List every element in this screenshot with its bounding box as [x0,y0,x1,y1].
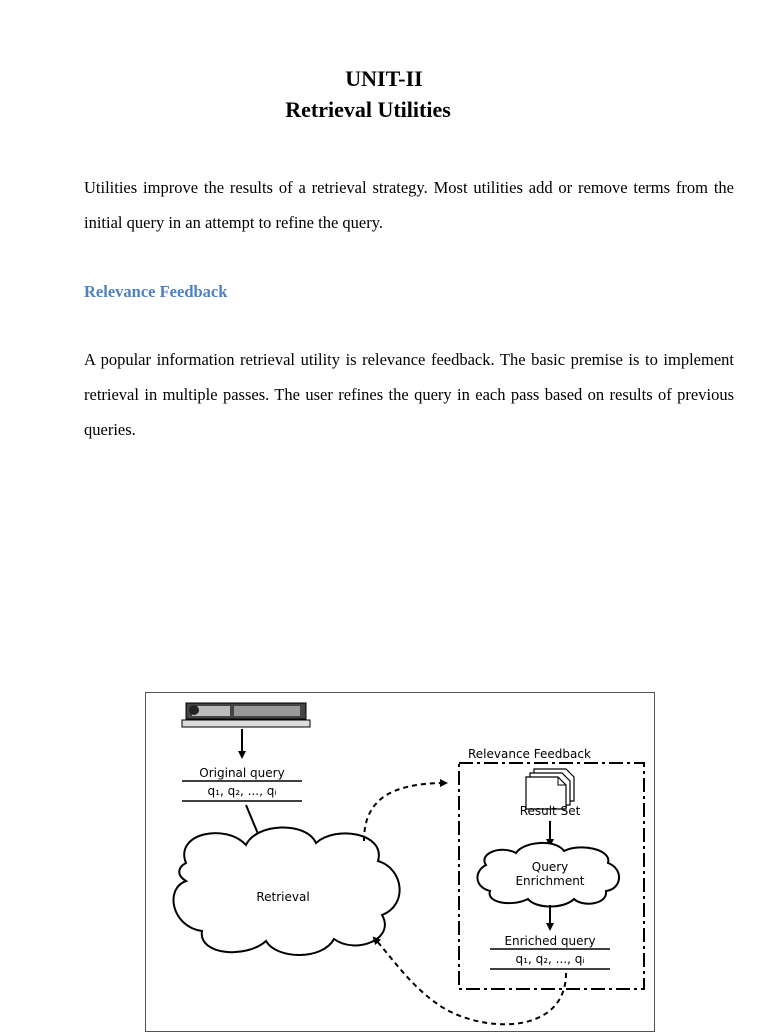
original-query-terms: q₁, q₂, ..., qᵢ [207,784,277,798]
intro-paragraph: Utilities improve the results of a retrieval strategy. Most utilities add or remove terms from the initial query in an attempt to refine the query. [84,178,734,232]
arrow-enriched-to-retrieval [374,938,566,1024]
query-enrichment-label-2: Enrichment [515,874,585,888]
documents-icon [526,769,574,809]
relevance-feedback-figure [145,692,655,1032]
section-heading: Relevance Feedback [84,282,228,301]
section-paragraph: A popular information retrieval utility is relevance feedback. The basic premise is to implement retrieval in multiple passes. The user refines the query in each pass based on results of previous queries. [84,350,734,439]
feedback-box-label: Relevance Feedback [468,747,591,761]
enriched-query-label: Enriched query [504,934,596,948]
enriched-query-terms: q₁, q₂, ..., qᵢ [515,952,585,966]
result-set-label: Result Set [519,804,581,818]
original-query-label: Original query [199,766,285,780]
arrow-retrieval-to-feedback [364,783,446,841]
unit-title: UNIT-II [345,66,423,91]
query-enrichment-label-1: Query [531,860,569,874]
computer-icon [182,703,310,727]
retrieval-label: Retrieval [256,890,310,904]
page-title: Retrieval Utilities [285,97,451,122]
